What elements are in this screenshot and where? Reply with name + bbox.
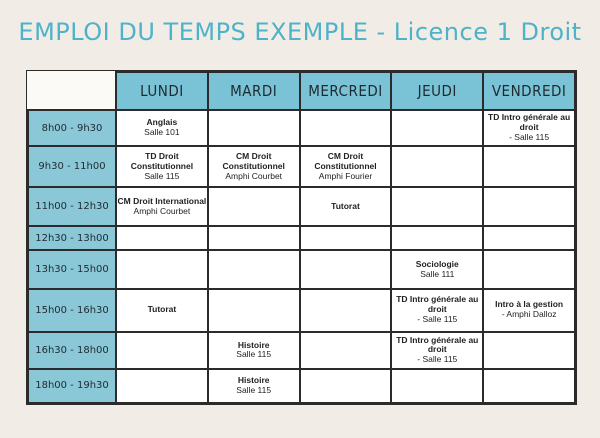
time-slot-label: 15h00 - 16h30 [28,289,116,332]
schedule-cell [300,369,392,403]
day-header-mardi: MARDI [208,72,300,110]
time-slot-label: 8h00 - 9h30 [28,110,116,146]
schedule-cell [208,146,300,187]
course-room: Amphi Fourier [318,170,373,181]
schedule-cell [208,187,300,226]
schedule-cell [391,289,483,332]
schedule-cell [483,226,575,250]
day-header-lundi: LUNDI [116,72,208,110]
schedule-cell [116,250,208,288]
course-room: - Amphi Dalloz [501,309,557,320]
course-name: TD Droit Constitutionnel [130,151,194,171]
schedule-cell [391,146,483,187]
course-name: Tutorat [147,304,177,315]
schedule-cell [116,110,208,146]
schedule-cell [391,110,483,146]
course-room: Salle 111 [420,268,455,279]
schedule-cell [116,146,208,187]
time-slot-label: 16h30 - 18h00 [28,332,116,369]
schedule-cell [391,332,483,369]
timetable [27,71,576,404]
schedule-cell [391,250,483,288]
table-row [28,110,575,146]
schedule-cell [300,110,392,146]
schedule-cell [300,289,392,332]
schedule-cell [300,332,392,369]
schedule-cell [208,226,300,250]
schedule-cell [116,332,208,369]
page-title: EMPLOI DU TEMPS EXEMPLE - Licence 1 Droit [18,18,582,46]
table-row [28,146,575,187]
schedule-cell [483,110,575,146]
course-room: Amphi Courbet [225,170,283,181]
course-name: Histoire [237,339,270,350]
schedule-cell [208,332,300,369]
time-slot-label: 9h30 - 11h00 [28,146,116,187]
schedule-cell [391,369,483,403]
schedule-cell [483,332,575,369]
schedule-cell [300,146,392,187]
schedule-cell [300,187,392,226]
schedule-cell [116,289,208,332]
schedule-cell [483,250,575,288]
course-room: Salle 101 [144,127,180,138]
day-header-jeudi: JEUDI [391,72,483,110]
schedule-cell [116,187,208,226]
table-row [28,250,575,288]
course-room: - Salle 115 [417,314,458,325]
course-name: Intro à la gestion [495,299,564,310]
course-name: TD Intro générale au droit [396,294,479,315]
course-name: CM Droit Constitutionnel [314,151,377,171]
table-row [28,289,575,332]
course-room: Salle 115 [144,170,180,181]
course-room: - Salle 115 [417,354,458,365]
time-slot-label: 12h30 - 13h00 [28,226,116,250]
day-header-vendredi: VENDREDI [483,72,575,110]
schedule-cell [483,187,575,226]
course-name: Histoire [237,375,270,386]
schedule-cell [116,226,208,250]
table-row [28,226,575,250]
schedule-cell [483,369,575,403]
day-header-mercredi: MERCREDI [300,72,392,110]
time-slot-label: 18h00 - 19h30 [28,369,116,403]
course-name: TD Intro générale au droit [488,112,571,133]
schedule-cell [208,289,300,332]
schedule-cell [116,369,208,403]
course-room: Salle 115 [236,349,272,360]
schedule-cell [391,187,483,226]
course-name: Sociologie [415,258,459,269]
table-row [28,187,575,226]
schedule-cell [208,250,300,288]
course-name: CM Droit International [117,196,207,207]
schedule-cell [483,289,575,332]
corner-cell [28,72,116,110]
course-name: TD Intro générale au droit [396,334,479,355]
schedule-cell [300,250,392,288]
course-room: Salle 115 [236,384,272,395]
table-row [28,332,575,369]
course-name: CM Droit Constitutionnel [222,151,285,171]
schedule-cell [208,369,300,403]
course-room: Amphi Courbet [133,205,191,216]
time-slot-label: 11h00 - 12h30 [28,187,116,226]
schedule-cell [300,226,392,250]
table-row [28,369,575,403]
course-name: Anglais [146,117,178,128]
course-name: Tutorat [331,200,360,211]
course-room: - Salle 115 [509,131,550,142]
schedule-cell [483,146,575,187]
schedule-cell [391,226,483,250]
time-slot-label: 13h30 - 15h00 [28,250,116,288]
schedule-cell [208,110,300,146]
